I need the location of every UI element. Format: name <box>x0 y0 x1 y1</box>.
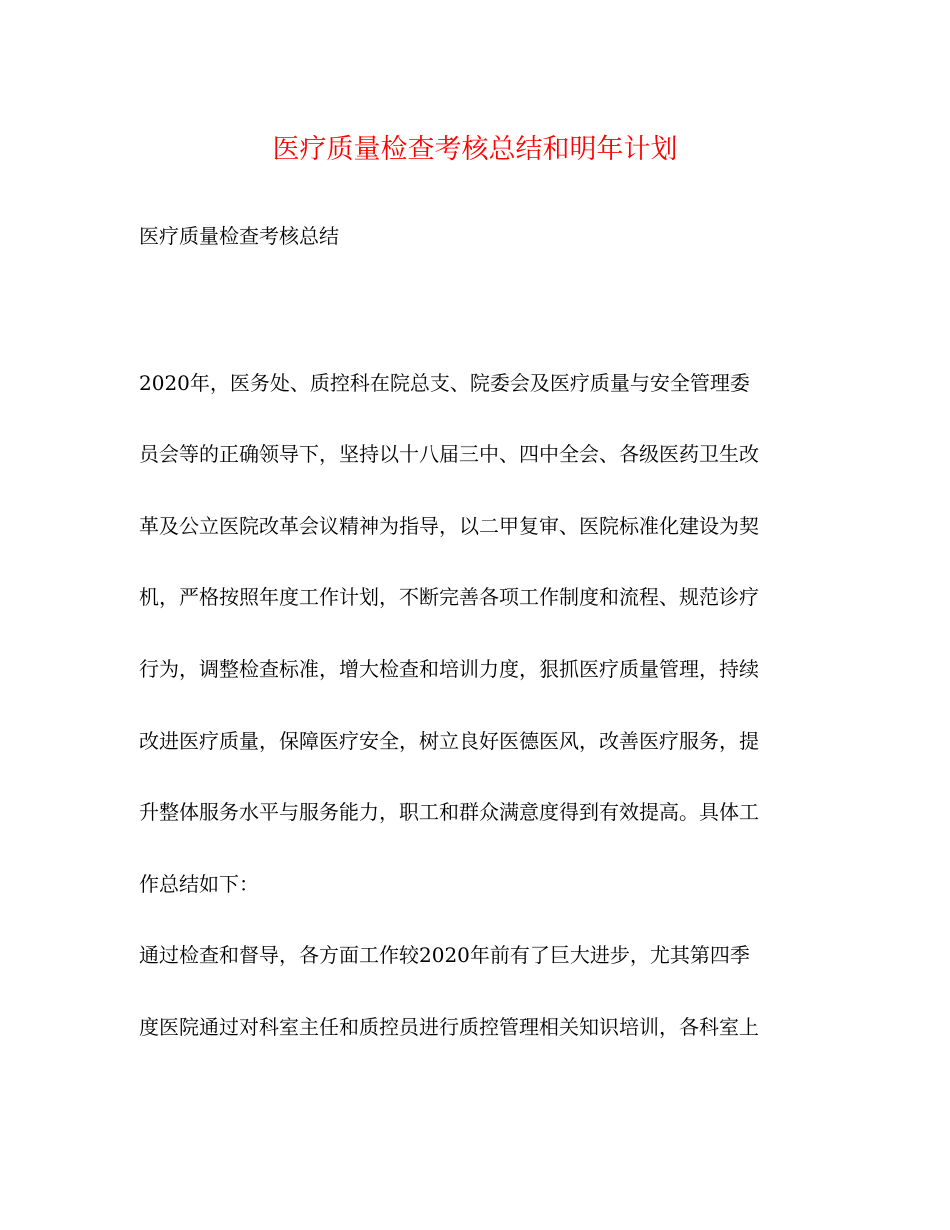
body-line-9: 通过检查和督导，各方面工作较2020年前有了巨大进步，尤其第四季 <box>139 943 750 967</box>
body-line-5: 行为，调整检查标准，增大检查和培训力度，狠抓医疗质量管理，持续 <box>139 657 759 681</box>
body-line-3: 革及公立医院改革会议精神为指导，以二甲复审、医院标准化建设为契 <box>139 514 759 538</box>
body-line-1: 2020年，医务处、质控科在院总支、院委会及医疗质量与安全管理委 <box>139 371 750 395</box>
body-line-7: 升整体服务水平与服务能力，职工和群众满意度得到有效提高。具体工 <box>139 800 759 824</box>
section-subheading: 医疗质量检查考核总结 <box>139 224 339 248</box>
body-line-6: 改进医疗质量，保障医疗安全，树立良好医德医风，改善医疗服务，提 <box>139 729 759 753</box>
body-line-2: 员会等的正确领导下，坚持以十八届三中、四中全会、各级医药卫生改 <box>139 442 759 466</box>
body-line-8: 作总结如下： <box>139 872 259 896</box>
body-line-4: 机，严格按照年度工作计划，不断完善各项工作制度和流程、规范诊疗 <box>139 585 759 609</box>
document-title: 医疗质量检查考核总结和明年计划 <box>272 134 678 165</box>
body-line-10: 度医院通过对科室主任和质控员进行质控管理相关知识培训，各科室上 <box>139 1015 759 1039</box>
